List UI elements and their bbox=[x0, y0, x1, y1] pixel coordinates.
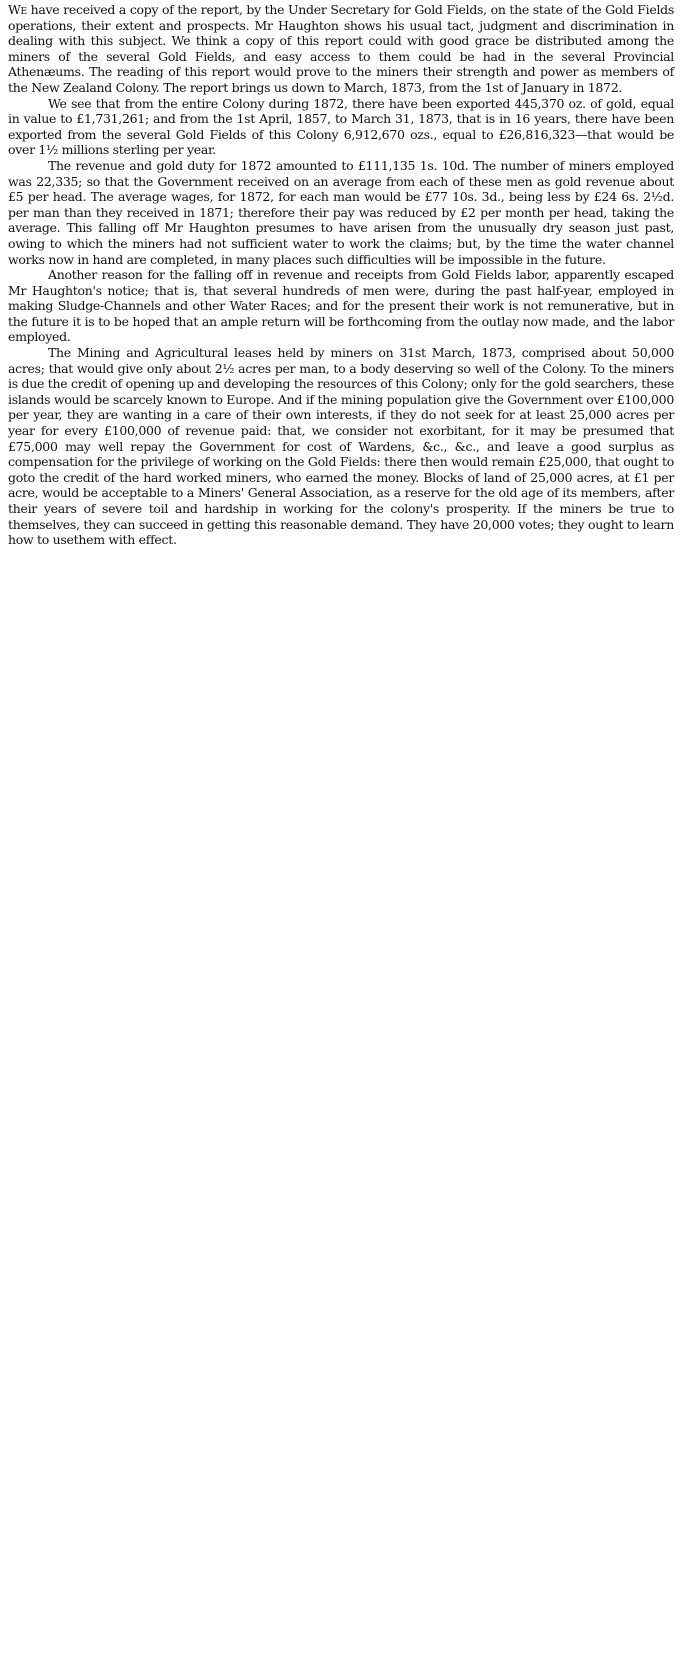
lead-word: We bbox=[8, 2, 27, 17]
paragraph-4: Another reason for the falling off in revenue and receipts from Gold Fields labor, apparently escaped Mr Haughton's notice; that is, that several hundreds of men were, during the past half-year, employed in making Sludge-Channels and other Water Races; and for the present their work is not remunerative, but in the future it is to be hoped that an ample return will be forthcoming from the outlay now made, and the labor employed. bbox=[8, 267, 674, 345]
paragraph-1-text: have received a copy of the report, by the Under Secretary for Gold Fields, on the state of the Gold Fields operations, their extent and prospects. Mr Haughton shows his usual tact, judgment and discrimination in dealing with this subject. We think a copy of this report could with good grace be distributed among the miners of the several Gold Fields, and easy access to them could be had in the several Provincial Athenæums. The reading of this report would prove to the miners their strength and power as members of the New Zealand Colony. The report brings us down to March, 1873, from the 1st of January in 1872. bbox=[8, 2, 674, 95]
paragraph-1 bbox=[8, 2, 674, 96]
paragraph-5: The Mining and Agricultural leases held by miners on 31st March, 1873, comprised about 50,000 acres; that would give only about 2½ acres per man, to a body deserving so well of the Colony. To the miners is due the credit of opening up and developing the resources of this Colony; only for the gold searchers, these islands would be scarcely known to Europe. And if the mining population give the Government over £100,000 per year, they are wanting in a care of their own interests, if they do not seek for at least 25,000 acres per year for every £100,000 of revenue paid: that, we consider not exorbitant, for it may be presumed that £75,000 may well repay the Government for cost of Wardens, &c., &c., and leave a good surplus as compensation for the privilege of working on the Gold Fields: there then would remain £25,000, that ought to goto the credit of the hard worked miners, who earned the money. Blocks of land of 25,000 acres, at £1 per acre, would be acceptable to a Miners' General Association, as a reserve for the old age of its members, after their years of severe toil and hardship in working for the colony's prosperity. If the miners be true to themselves, they can succeed in getting this reasonable demand. They have 20,000 votes; they ought to learn how to usethem with effect. bbox=[8, 345, 674, 548]
newspaper-column bbox=[4, 0, 678, 1680]
paragraph-3: The revenue and gold duty for 1872 amounted to £111,135 1s. 10d. The number of miners employed was 22,335; so that the Government received on an average from each of these men as gold revenue about £5 per head. The average wages, for 1872, for each man would be £77 10s. 3d., being less by £24 6s. 2½d. per man than they received in 1871; therefore their pay was reduced by £2 per month per head, taking the average. This falling off Mr Haughton presumes to have arisen from the unusually dry season just past, owing to which the miners had not sufficient water to work the claims; but, by the time the water channel works now in hand are completed, in many places such difficulties will be impossible in the future. bbox=[8, 157, 674, 267]
paragraph-2: We see that from the entire Colony during 1872, there have been exported 445,370 oz. of gold, equal in value to £1,731,261; and from the 1st April, 1857, to March 31, 1873, that is in 16 years, there have been exported from the several Gold Fields of this Colony 6,912,670 ozs., equal to £26,816,323—that would be over 1½ millions sterling per year. bbox=[8, 95, 674, 158]
